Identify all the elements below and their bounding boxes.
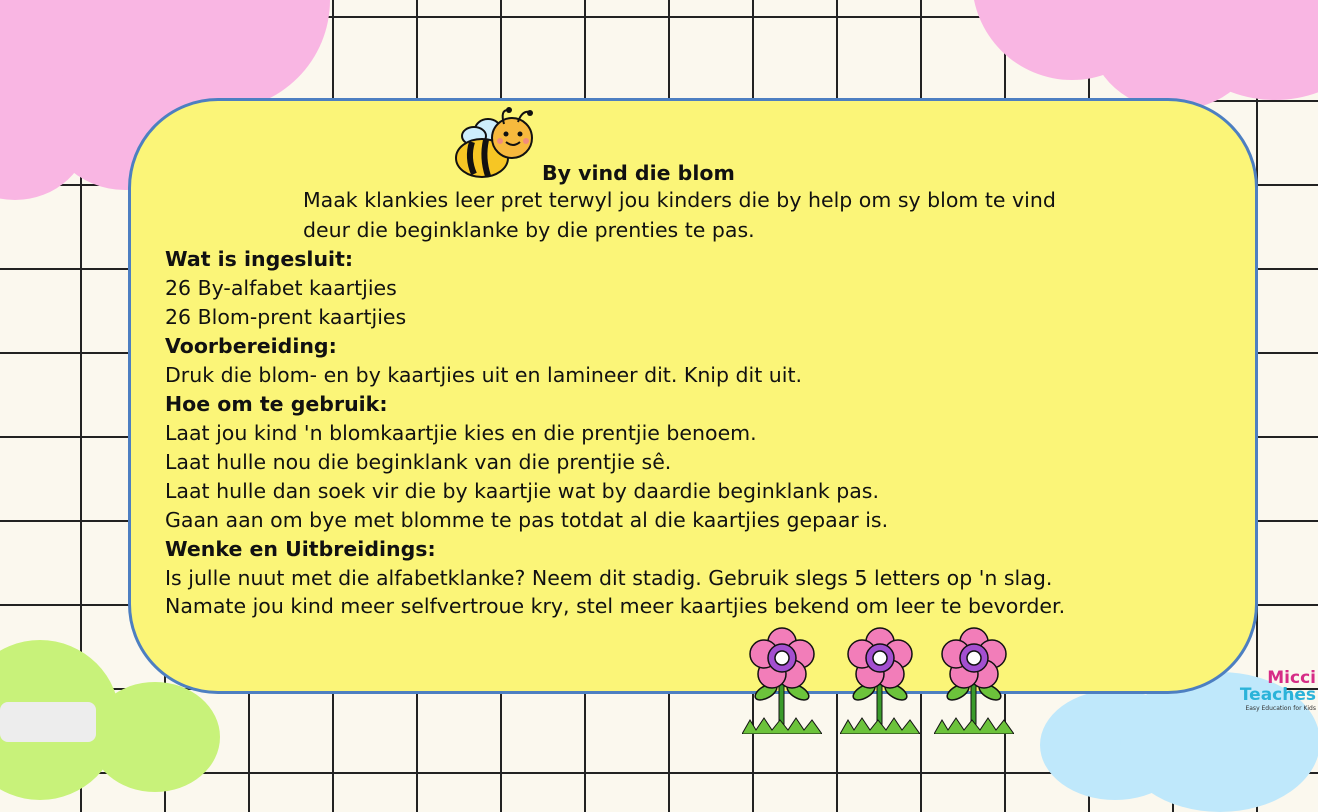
flower-icon — [840, 622, 920, 734]
section-line: Laat hulle dan soek vir die by kaartjie wat by daardie beginklank pas. — [165, 479, 879, 503]
logo-line-2: Teaches — [1239, 685, 1316, 705]
section-heading-how-to-use: Hoe om te gebruik: — [165, 392, 388, 416]
section-line: Laat hulle nou die beginklank van die prentjie sê. — [165, 450, 672, 474]
section-line: Is julle nuut met die alfabetklanke? Neem dit stadig. Gebruik slegs 5 letters op 'n slag. — [165, 566, 1053, 590]
flower-icon — [934, 622, 1014, 734]
section-line: 26 By-alfabet kaartjies — [165, 276, 397, 300]
section-heading-preparation: Voorbereiding: — [165, 334, 337, 358]
page-title: By vind die blom — [542, 161, 735, 185]
logo-tagline: Easy Education for Kids — [1245, 705, 1316, 712]
section-heading-tips: Wenke en Uitbreidings: — [165, 537, 436, 561]
section-line: Namate jou kind meer selfvertroue kry, stel meer kaartjies bekend om leer te bevorder. — [165, 594, 1066, 618]
logo-line-1: Micci — [1267, 668, 1316, 688]
brand-logo — [1232, 670, 1316, 732]
section-line: Druk die blom- en by kaartjies uit en lamineer dit. Knip dit uit. — [165, 363, 803, 387]
section-line: 26 Blom-prent kaartjies — [165, 305, 407, 329]
section-line: Laat jou kind 'n blomkaartjie kies en die prentjie benoem. — [165, 421, 757, 445]
intro-line-2: deur die beginklanke by die prenties te pas. — [303, 218, 755, 242]
section-heading-included: Wat is ingesluit: — [165, 247, 354, 271]
intro-line-1: Maak klankies leer pret terwyl jou kinders die by help om sy blom te vind — [303, 188, 1056, 212]
section-line: Gaan aan om bye met blomme te pas totdat al die kaartjies gepaar is. — [165, 508, 889, 532]
flower-icon — [742, 622, 822, 734]
bee-icon — [452, 106, 538, 182]
gray-tab — [0, 702, 96, 742]
